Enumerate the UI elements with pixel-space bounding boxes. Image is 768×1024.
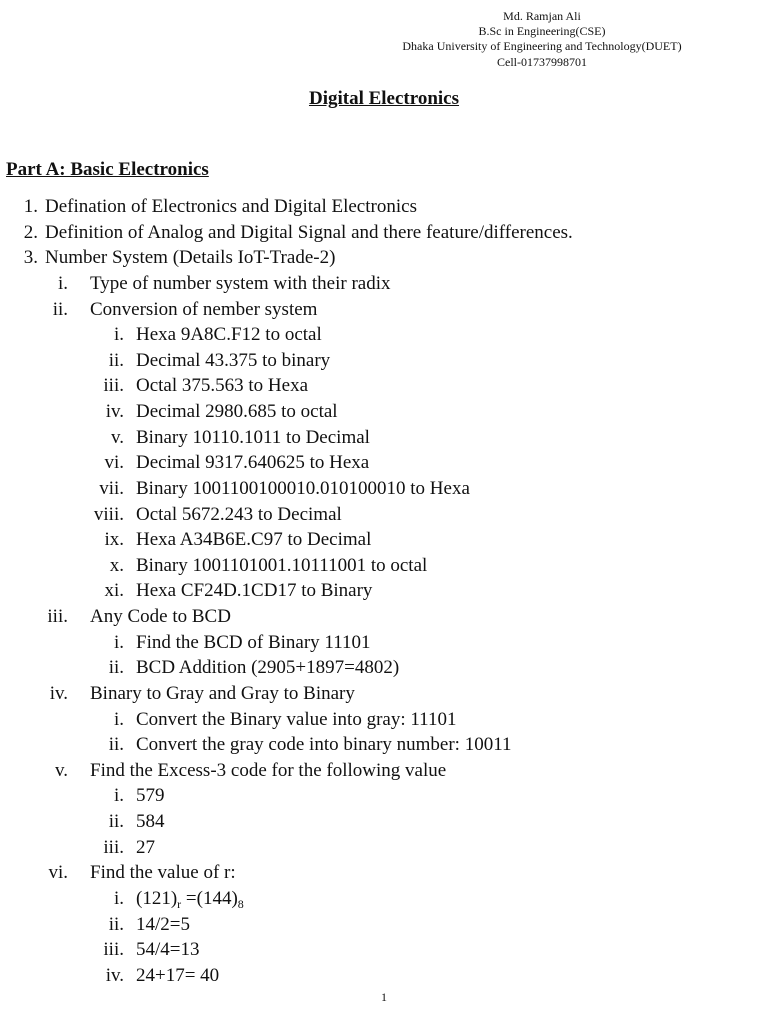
page-number: 1 <box>381 990 387 1004</box>
item-text: 54/4=13 <box>136 939 200 961</box>
item-text: Any Code to BCD <box>90 606 231 627</box>
sub-sub-item <box>0 707 768 733</box>
item-text: Binary 1001100100010.010100010 to Hexa <box>136 477 470 499</box>
sub-sub-item <box>0 476 768 502</box>
item-number: v. <box>110 426 124 448</box>
item-text: BCD Addition (2905+1897=4802) <box>136 657 400 679</box>
item-text: Octal 5672.243 to Decimal <box>136 503 342 525</box>
radix-expression <box>136 886 244 912</box>
item-text: Decimal 43.375 to binary <box>136 349 331 371</box>
item-number: i. <box>113 887 124 909</box>
sub-sub-item <box>0 937 768 963</box>
sub-sub-item <box>0 835 768 861</box>
author-cell: Cell-01737998701 <box>497 54 587 69</box>
item-text: Binary 10110.1011 to Decimal <box>136 426 370 448</box>
sub-sub-item <box>0 630 768 656</box>
item-number: ii. <box>52 298 68 320</box>
sub-sub-item <box>0 425 768 451</box>
item-number: vi. <box>48 862 68 884</box>
item-number: i. <box>113 708 124 730</box>
item-text: 24+17= 40 <box>136 964 220 986</box>
sub-sub-item <box>0 886 768 912</box>
item-number: iv. <box>105 401 124 422</box>
sub-item <box>0 681 768 707</box>
item-text: Find the BCD of Binary 11101 <box>136 631 371 653</box>
author-university: Dhaka University of Engineering and Technology(DUET) <box>402 39 682 54</box>
sub-item <box>0 604 768 630</box>
author-name: Md. Ramjan Ali <box>503 9 581 23</box>
item-text: Convert the Binary value into gray: 11101 <box>136 708 457 730</box>
sub-sub-item <box>0 502 768 528</box>
item-text: Binary to Gray and Gray to Binary <box>90 682 355 704</box>
item-text: 579 <box>136 785 165 807</box>
document-title: Digital Electronics <box>308 88 460 109</box>
expr-right: =(144) <box>181 887 238 909</box>
author-degree: B.Sc in Engineering(CSE) <box>478 24 606 39</box>
item-number: x. <box>109 554 124 576</box>
item-text: Convert the gray code into binary number: 10011 <box>136 734 512 756</box>
item-number: v. <box>54 759 68 781</box>
expr-left: (121) <box>136 887 178 909</box>
item-number: 2. <box>23 221 38 243</box>
list-item <box>0 245 768 271</box>
sub-item <box>0 758 768 784</box>
item-number: iv. <box>49 682 68 704</box>
item-text: Hexa 9A8C.F12 to octal <box>136 324 322 346</box>
item-text: Conversion of nember system <box>90 298 318 320</box>
item-number: ii. <box>108 811 124 832</box>
sub-sub-item <box>0 399 768 425</box>
sub-sub-item <box>0 783 768 809</box>
item-text: 27 <box>136 836 155 858</box>
sub-sub-item <box>0 809 768 835</box>
item-number: ii. <box>108 734 124 756</box>
sub-sub-item <box>0 348 768 374</box>
item-text: Find the Excess-3 code for the following value <box>90 759 447 781</box>
item-number: 1. <box>23 196 38 217</box>
item-text: Octal 375.563 to Hexa <box>136 375 309 397</box>
item-text: Hexa A34B6E.C97 to Decimal <box>136 529 372 551</box>
sub-sub-item <box>0 553 768 579</box>
item-number: iv. <box>105 964 124 986</box>
sub-sub-item <box>0 527 768 553</box>
item-text: Definition of Analog and Digital Signal and there feature/differences. <box>45 221 573 243</box>
sub-item <box>0 297 768 323</box>
item-text: Defination of Electronics and Digital Electronics <box>45 196 417 217</box>
sub-sub-item <box>0 963 768 989</box>
item-number: iii. <box>103 375 124 397</box>
sub-sub-item <box>0 322 768 348</box>
item-number: ii. <box>108 349 124 371</box>
item-number: ix. <box>104 529 124 551</box>
part-a-heading: Part A: Basic Electronics <box>6 159 209 180</box>
sub-sub-item <box>0 450 768 476</box>
item-number: iii. <box>103 939 124 961</box>
item-text: 14/2=5 <box>136 913 190 935</box>
item-number: viii. <box>93 503 124 525</box>
item-text: Find the value of r: <box>90 862 236 884</box>
item-number: vii. <box>99 477 124 499</box>
sub-sub-item <box>0 578 768 604</box>
item-number: iii. <box>47 606 68 627</box>
item-number: i. <box>113 631 124 653</box>
item-number: vi. <box>104 452 124 474</box>
item-text: 584 <box>136 811 165 832</box>
item-text: Hexa CF24D.1CD17 to Binary <box>136 580 373 602</box>
part-a-content <box>0 194 768 988</box>
list-item <box>0 194 768 220</box>
sub-sub-item <box>0 373 768 399</box>
item-text: Type of number system with their radix <box>90 272 391 294</box>
sub-sub-item <box>0 655 768 681</box>
item-text: Number System (Details IoT-Trade-2) <box>45 247 336 269</box>
item-number: 3. <box>23 247 38 269</box>
item-text: Decimal 9317.640625 to Hexa <box>136 452 370 474</box>
sub-sub-item <box>0 732 768 758</box>
item-number: i. <box>57 272 68 294</box>
item-text: Binary 1001101001.10111001 to octal <box>136 554 428 576</box>
item-number: ii. <box>108 913 124 935</box>
sub-sub-item <box>0 912 768 938</box>
expr-right-subscript: 8 <box>237 896 244 911</box>
item-number: i. <box>113 324 124 346</box>
expr-left-subscript: r <box>177 896 182 911</box>
sub-item <box>0 860 768 886</box>
sub-item <box>0 271 768 297</box>
item-number: i. <box>113 785 124 807</box>
item-number: xi. <box>104 580 124 602</box>
item-number: ii. <box>108 657 124 679</box>
item-number: iii. <box>103 836 124 858</box>
list-item <box>0 220 768 246</box>
item-text: Decimal 2980.685 to octal <box>136 401 338 422</box>
author-header <box>316 9 768 70</box>
